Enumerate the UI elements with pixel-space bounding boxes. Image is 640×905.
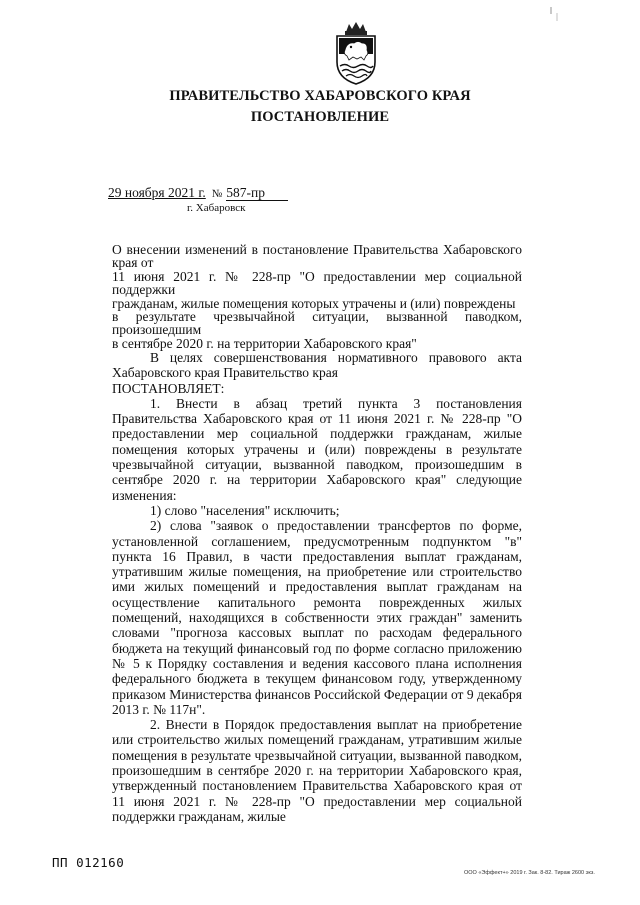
number-sign: № bbox=[211, 188, 223, 200]
subject-line: О внесении изменений в постановление Правительства Хабаровского края от bbox=[112, 242, 522, 271]
item-1-paragraph: 1. Внести в абзац третий пункта 3 постановления Правительства Хабаровского края от 11 июня 2021 г. № 228-пр "О предоставлении мер социальной поддержки гражданам, жилые помещения которых утрачены и (или) повреждены в результате чрезвычайной ситуации, вызванной паводком, произошедшим в сентябре 2020 г. на территории Хабаровского края" следующие изменения: bbox=[112, 395, 522, 503]
document-city: г. Хабаровск bbox=[187, 202, 246, 214]
item-2-paragraph: 2. Внести в Порядок предоставления выплат на приобретение или строительство жилых помещений гражданам, утратившим жилые помещения в результате чрезвычайной ситуации, вызванной паводком, произошедшим в сентябре 2020 г. на территории Хабаровского края, утвержденный постановлением Правительства Хабаровского края от 11 июня 2021 г. № 228-пр "О предоставлении мер социальной поддержки гражданам, жилые bbox=[112, 717, 522, 824]
date-number-line bbox=[108, 185, 288, 201]
subitem-1-paragraph: 1) слово "населения" исключить; bbox=[150, 502, 340, 518]
organization-name: ПРАВИТЕЛЬСТВО ХАБАРОВСКОГО КРАЯ bbox=[169, 88, 471, 104]
form-serial-code: ПП 012160 bbox=[52, 855, 125, 870]
decree-word: ПОСТАНОВЛЯЕТ: bbox=[112, 380, 225, 396]
printer-imprint: ООО «Эффект+» 2019 г. Зак. 8-82. Тираж 2600 экз. bbox=[464, 870, 595, 876]
subitem-2-paragraph: 2) слова "заявок о предоставлении трансфертов по форме, установленной соглашением, предусмотренным подпунктом "в" пункта 16 Правил, в части предоставления выплат гражданам, утратившим жилые помещения, на приобретение или строительство ими жилых помещений и предоставления выплат гражданам на осуществление капитального ремонта поврежденных жилых помещений, находящихся в собственности этих граждан" заменить словами "прогноза кассовых выплат по расходам федерального бюджета на текущий финансовый год по форме согласно приложению № 5 к Порядку составления и ведения кассового плана исполнения федерального бюджета в текущем финансовом году, утвержденному приказом Министерства финансов Российской Федерации от 9 декабря 2013 г. № 117н". bbox=[112, 518, 522, 717]
margin-mark-icon bbox=[545, 6, 565, 24]
subject-line: 11 июня 2021 г. № 228-пр "О предоставлении мер социальной поддержки bbox=[112, 268, 522, 298]
coat-of-arms-icon bbox=[331, 20, 381, 86]
document-type: ПОСТАНОВЛЕНИЕ bbox=[250, 109, 390, 125]
subject-line: гражданам, жилые помещения которых утрачены и (или) повреждены bbox=[112, 295, 516, 311]
document-date: 29 ноября 2021 г. bbox=[108, 185, 206, 200]
preamble-paragraph: В целях совершенствования нормативного правового акта Хабаровского края Правительство края bbox=[112, 350, 522, 381]
subject-line: в результате чрезвычайной ситуации, вызванной паводком, произошедшим bbox=[112, 309, 522, 338]
subject-line: в сентябре 2020 г. на территории Хабаровского края" bbox=[112, 335, 417, 351]
document-subject bbox=[112, 243, 522, 350]
document-body bbox=[112, 350, 522, 824]
document-number: 587-пр bbox=[226, 186, 288, 201]
